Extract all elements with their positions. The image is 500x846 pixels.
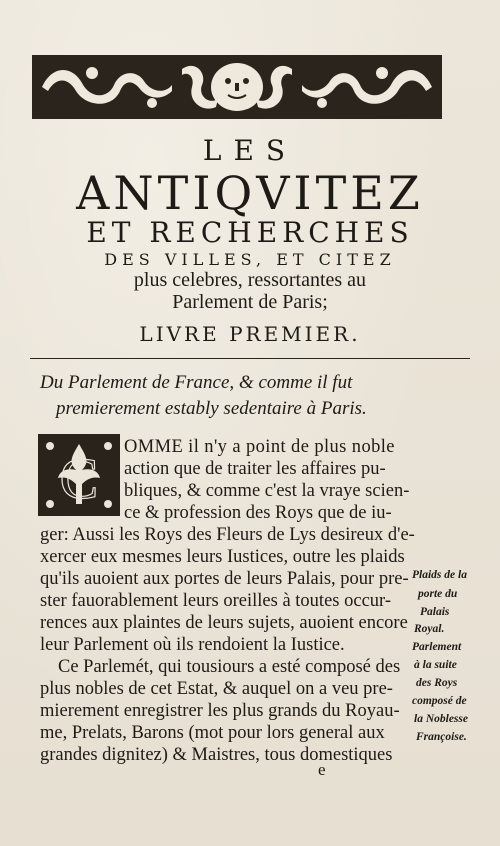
headpiece-ornament bbox=[32, 55, 442, 119]
body-line-13: mierement enregistrer les plus grands du Royau- bbox=[40, 701, 400, 721]
catchword: e bbox=[318, 760, 326, 779]
body-line-14: me, Prelats, Barons (mot pour lors general aux bbox=[40, 723, 385, 743]
margin-note-1-line-4: Royal. bbox=[414, 623, 445, 635]
margin-note-2-line-6: Françoise. bbox=[416, 731, 467, 743]
margin-note-2-line-4: composé de bbox=[412, 695, 467, 707]
margin-note-2-line-5: la Noblesse bbox=[414, 713, 468, 725]
title-antiquitez: ANTIQVITEZ bbox=[76, 166, 424, 220]
margin-note-1-line-2: porte du bbox=[418, 588, 458, 600]
title-celebres: plus celebres, ressortantes au bbox=[133, 269, 367, 291]
margin-note-1-line-1: Plaids de la bbox=[412, 569, 467, 581]
body-line-3: bliques, & comme c'est la vraye scien- bbox=[124, 481, 410, 501]
body-line-8: ster fauorablement leurs oreilles à toutes occur- bbox=[40, 591, 391, 611]
margin-note-2-line-1: Parlement bbox=[412, 641, 462, 653]
drop-cap-letter: C bbox=[59, 446, 99, 511]
margin-note-1-line-3: Palais bbox=[420, 606, 450, 618]
margin-note-2-line-2: à la suite bbox=[414, 659, 457, 671]
drop-cap-initial bbox=[38, 434, 120, 516]
body-line-9: rences aux plaintes de leurs sujets, auoient encore bbox=[40, 613, 408, 633]
title-villes: DES VILLES, ET CITEZ bbox=[104, 250, 396, 269]
body-line-7: qu'ils auoient aux portes de leurs Palais, pour pre- bbox=[40, 569, 409, 589]
body-line-1: OMME il n'y a point de plus noble bbox=[124, 437, 395, 457]
divider-rule bbox=[30, 358, 470, 359]
title-les: LES bbox=[202, 134, 298, 167]
margin-note-2-line-3: des Roys bbox=[416, 677, 458, 689]
body-line-2: action que de traiter les affaires pu- bbox=[124, 459, 386, 479]
body-line-11: Ce Parlemét, qui tousiours a esté composé des bbox=[58, 657, 401, 677]
body-line-5: ger: Aussi les Roys des Fleurs de Lys desireux d'e- bbox=[40, 525, 415, 545]
title-livre: LIVRE PREMIER. bbox=[139, 322, 361, 346]
body-line-10: leur Parlement où ils rendoient la Iustice. bbox=[40, 635, 345, 655]
body-line-12: plus nobles de cet Estat, & auquel on a veu pre- bbox=[40, 679, 393, 699]
title-recherches: ET RECHERCHES bbox=[86, 216, 414, 249]
body-line-15: grandes dignitez) & Maistres, tous domestiques bbox=[40, 745, 393, 765]
chapter-heading-line-2: premierement estably sedentaire à Paris. bbox=[56, 398, 367, 419]
body-line-6: xercer eux mesmes leurs Iustices, outre les plaids bbox=[40, 547, 405, 567]
body-line-4: ce & profession des Roys que de iu- bbox=[124, 503, 392, 523]
title-parlement: Parlement de Paris; bbox=[172, 291, 328, 313]
chapter-heading-line-1: Du Parlement de France, & comme il fut bbox=[40, 372, 353, 393]
